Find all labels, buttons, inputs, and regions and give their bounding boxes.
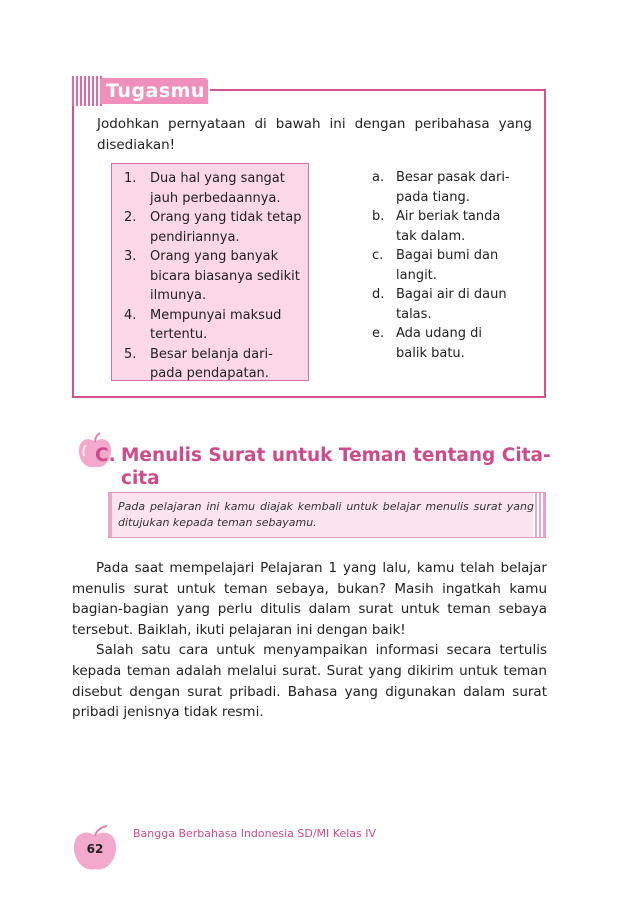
statement-item: 2. Orang yang tidak tetap pendiriannya.: [124, 210, 302, 245]
task-box-top-border: [210, 89, 546, 91]
proverb-item: a. Besar pasak dari-pada tiang.: [372, 170, 510, 205]
section-letter: C.: [95, 445, 116, 466]
intro-text: Pada pelajaran ini kamu diajak kembali untuk belajar menulis surat yang ditujukan kepada teman sebayamu.: [118, 500, 534, 529]
statement-item: 3. Orang yang banyak bicara biasanya sedikit ilmunya.: [124, 249, 300, 303]
proverb-item: d. Bagai air di daun talas.: [372, 287, 507, 322]
proverb-item: c. Bagai bumi dan langit.: [372, 248, 499, 283]
statement-item: 4. Mempunyai maksud tertentu.: [124, 307, 282, 342]
page-number: 62: [86, 842, 104, 856]
statements-list: [124, 169, 302, 384]
section-title-text: Menulis Surat untuk Teman tentang Cita-cita: [121, 445, 551, 489]
proverbs-list: [372, 168, 517, 363]
tugasmu-label: Tugasmu: [100, 78, 208, 104]
badge-stripes-decoration: [72, 76, 102, 106]
footer-book-title: Bangga Berbahasa Indonesia SD/MI Kelas IV: [133, 827, 377, 840]
tugasmu-badge: [72, 76, 210, 108]
proverb-item: b. Air beriak tanda tak dalam.: [372, 209, 501, 244]
body-text: [72, 558, 547, 723]
paragraph: Pada saat mempelajari Pelajaran 1 yang lalu, kamu telah belajar menulis surat untuk teman sebaya, bukan? Masih ingatkah kamu bagian-bagian yang perlu ditulis dalam surat untuk teman sebaya tersebut. Baiklah, ikuti pelajaran ini dengan baik!: [72, 560, 547, 638]
section-title: [95, 444, 565, 490]
statement-item: 5. Besar belanja dari-pada pendapatan.: [124, 346, 273, 381]
statement-item: 1. Dua hal yang sangat jauh perbedaannya.: [124, 171, 285, 206]
paragraph: Salah satu cara untuk menyampaikan informasi secara tertulis kepada teman adalah melalui surat. Surat yang dikirim untuk teman disebut dengan surat pribadi. Bahasa yang digunakan dalam surat pribadi jenisnya tidak resmi.: [72, 642, 547, 721]
task-instruction: Jodohkan pernyataan di bawah ini dengan peribahasa yang disediakan!: [97, 116, 532, 153]
intro-stripes-decoration: [533, 493, 545, 537]
proverb-item: e. Ada udang di balik batu.: [372, 326, 482, 361]
